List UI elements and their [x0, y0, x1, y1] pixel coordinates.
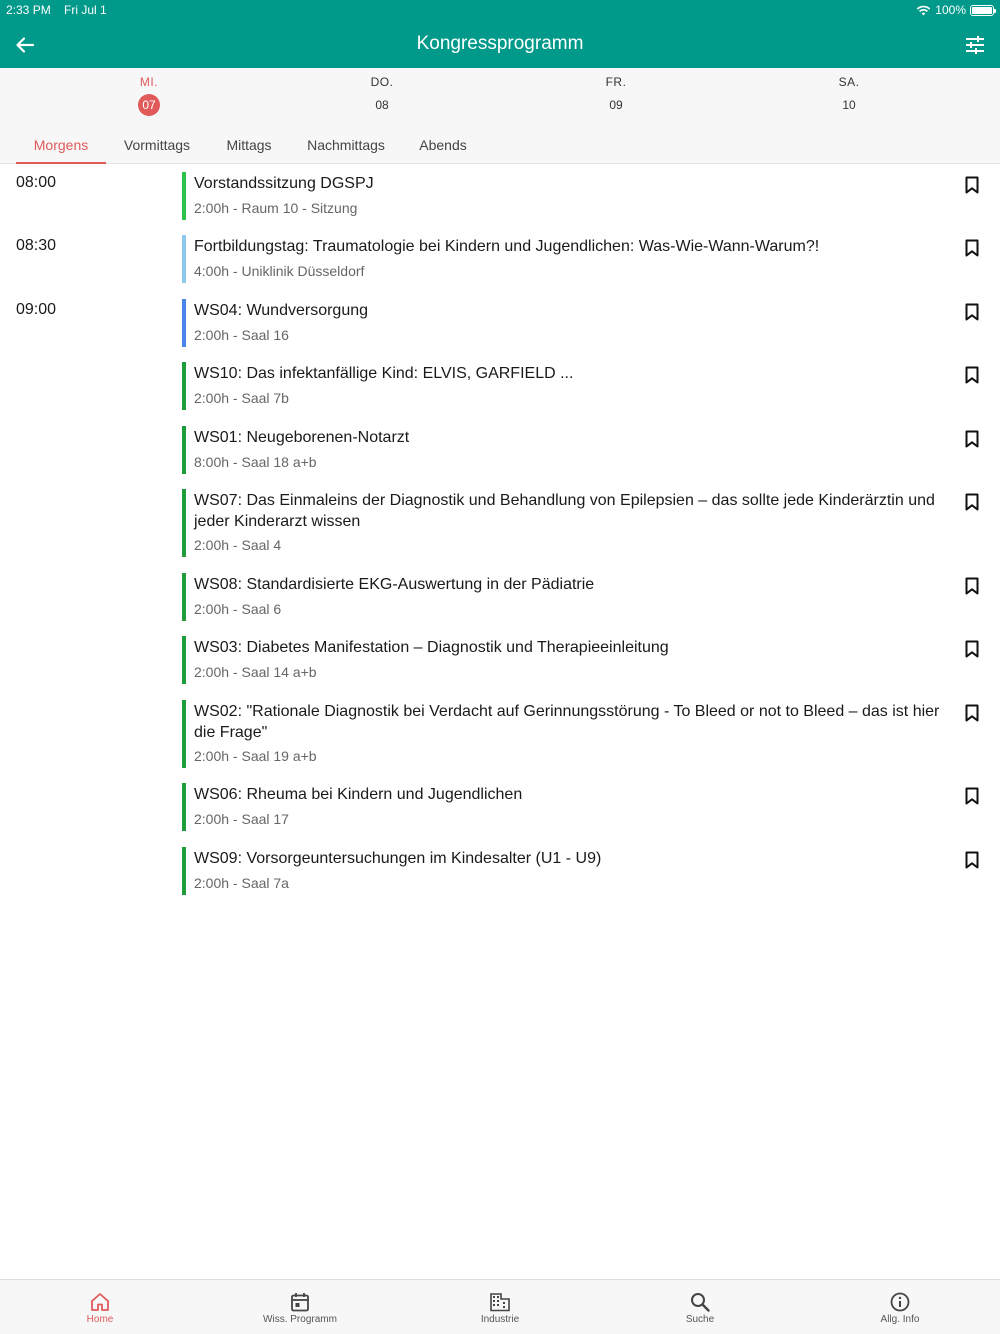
status-date: Fri Jul 1: [64, 3, 107, 17]
bookmark-icon: [965, 239, 979, 257]
wifi-icon: [916, 5, 931, 16]
day-number: 09: [609, 98, 623, 112]
status-time: 2:33 PM: [6, 3, 51, 17]
nav-industrie[interactable]: [400, 1280, 600, 1334]
nav-label: Wiss. Programm: [263, 1314, 337, 1325]
event-title: WS02: "Rationale Diagnostik bei Verdacht auf Gerinnungsstörung - To Bleed or not to Bleed – das ist hier die Frage": [194, 703, 940, 741]
event-row[interactable]: [0, 692, 1000, 775]
event-time: 08:30: [16, 237, 57, 254]
nav-wiss-programm[interactable]: [200, 1280, 400, 1334]
event-details: 2:00h - Saal 7a: [194, 875, 289, 891]
event-row[interactable]: [0, 839, 1000, 902]
daypart-tabs: [0, 124, 1000, 164]
status-left: [6, 3, 117, 17]
event-row[interactable]: [0, 227, 1000, 291]
bookmark-button[interactable]: [962, 849, 982, 871]
bookmark-button[interactable]: [962, 428, 982, 450]
day-name: MI.: [139, 75, 159, 89]
bookmark-icon: [965, 704, 979, 722]
event-details: 2:00h - Saal 14 a+b: [194, 664, 317, 680]
event-details: 2:00h - Saal 17: [194, 811, 289, 827]
event-row[interactable]: [0, 164, 1000, 227]
info-icon: [889, 1291, 911, 1313]
event-row[interactable]: [0, 775, 1000, 839]
event-row[interactable]: [0, 291, 1000, 354]
bookmark-button[interactable]: [962, 702, 982, 724]
bookmark-icon: [965, 577, 979, 595]
day-name: FR.: [605, 75, 627, 89]
event-details: 8:00h - Saal 18 a+b: [194, 454, 317, 470]
day-name: DO.: [370, 75, 394, 89]
day-number: 08: [375, 98, 389, 112]
tab-mittags[interactable]: Mittags: [226, 137, 272, 153]
home-icon: [89, 1291, 111, 1313]
event-color-bar: [182, 362, 186, 410]
tab-morgens[interactable]: Morgens: [16, 124, 106, 164]
bottom-navigation: [0, 1279, 1000, 1334]
status-right: [916, 3, 994, 17]
event-time: 09:00: [16, 301, 57, 318]
bookmark-button[interactable]: [962, 301, 982, 323]
event-row[interactable]: [0, 481, 1000, 565]
event-details: 2:00h - Saal 19 a+b: [194, 748, 317, 764]
day-selector: [0, 68, 1000, 124]
page-title: Kongressprogramm: [416, 33, 584, 54]
event-title: WS10: Das infektanfällige Kind: ELVIS, GARFIELD ...: [194, 365, 574, 382]
event-color-bar: [182, 700, 186, 768]
event-title: WS06: Rheuma bei Kindern und Jugendlichen: [194, 786, 523, 803]
nav-label: Suche: [685, 1314, 715, 1325]
event-color-bar: [182, 573, 186, 621]
search-icon: [689, 1291, 711, 1313]
day-name: SA.: [838, 75, 860, 89]
event-title: Fortbildungstag: Traumatologie bei Kindern und Jugendlichen: Was-Wie-Wann-Warum?!: [194, 238, 820, 255]
bookmark-icon: [965, 303, 979, 321]
bookmark-button[interactable]: [962, 575, 982, 597]
event-row[interactable]: [0, 354, 1000, 418]
event-title: WS08: Standardisierte EKG-Auswertung in der Pädiatrie: [194, 576, 595, 593]
event-color-bar: [182, 783, 186, 831]
event-title: Vorstandssitzung DGSPJ: [194, 175, 374, 192]
event-time: 08:00: [16, 174, 57, 191]
nav-home[interactable]: [0, 1280, 200, 1334]
bookmark-button[interactable]: [962, 364, 982, 386]
event-row[interactable]: [0, 418, 1000, 481]
event-color-bar: [182, 299, 186, 347]
event-details: 2:00h - Saal 4: [194, 537, 282, 553]
bookmark-icon: [965, 366, 979, 384]
nav-label: Home: [86, 1314, 114, 1325]
nav-label: Industrie: [480, 1314, 520, 1325]
tab-nachmittags[interactable]: Nachmittags: [307, 137, 385, 153]
day-number: 07: [138, 94, 160, 116]
battery-icon: [970, 5, 994, 16]
day-tab-sat[interactable]: [789, 68, 909, 124]
sliders-icon: [965, 35, 985, 55]
tab-vormittags[interactable]: Vormittags: [123, 137, 191, 153]
filter-button[interactable]: [962, 32, 988, 58]
bookmark-icon: [965, 787, 979, 805]
bookmark-icon: [965, 430, 979, 448]
day-tab-fri[interactable]: [556, 68, 676, 124]
bookmark-icon: [965, 176, 979, 194]
day-tab-thu[interactable]: [322, 68, 442, 124]
event-row[interactable]: [0, 565, 1000, 628]
event-title: WS09: Vorsorgeuntersuchungen im Kindesalter (U1 - U9): [194, 850, 602, 867]
event-details: 2:00h - Saal 7b: [194, 390, 289, 406]
event-color-bar: [182, 489, 186, 557]
status-bar: [0, 0, 1000, 20]
bookmark-button[interactable]: [962, 785, 982, 807]
bookmark-icon: [965, 493, 979, 511]
bookmark-button[interactable]: [962, 174, 982, 196]
bookmark-icon: [965, 851, 979, 869]
event-title: WS03: Diabetes Manifestation – Diagnostik und Therapieeinleitung: [194, 639, 669, 656]
event-color-bar: [182, 636, 186, 684]
event-details: 2:00h - Raum 10 - Sitzung: [194, 200, 358, 216]
battery-percent: 100%: [935, 3, 966, 17]
event-title: WS01: Neugeborenen-Notarzt: [194, 429, 410, 446]
nav-suche[interactable]: [600, 1280, 800, 1334]
building-icon: [489, 1291, 511, 1313]
event-details: 2:00h - Saal 6: [194, 601, 282, 617]
day-number: 10: [842, 98, 856, 112]
event-row[interactable]: [0, 628, 1000, 692]
event-details: 4:00h - Uniklinik Düsseldorf: [194, 263, 365, 279]
day-tab-wed[interactable]: [89, 68, 209, 124]
app-header: [0, 0, 1000, 68]
nav-label: Allg. Info: [880, 1314, 920, 1325]
event-title: WS07: Das Einmaleins der Diagnostik und Behandlung von Epilepsien – das sollte jede Kinderärztin und jeder Kinderarzt wissen: [194, 492, 935, 530]
nav-allg-info[interactable]: [800, 1280, 1000, 1334]
tab-abends[interactable]: Abends: [419, 137, 467, 153]
bookmark-button[interactable]: [962, 491, 982, 513]
bookmark-button[interactable]: [962, 638, 982, 660]
bookmark-icon: [965, 640, 979, 658]
event-title: WS04: Wundversorgung: [194, 302, 369, 319]
calendar-icon: [289, 1291, 311, 1313]
event-color-bar: [182, 235, 186, 283]
event-color-bar: [182, 172, 186, 220]
event-color-bar: [182, 426, 186, 474]
event-color-bar: [182, 847, 186, 895]
event-details: 2:00h - Saal 16: [194, 327, 289, 343]
bookmark-button[interactable]: [962, 237, 982, 259]
